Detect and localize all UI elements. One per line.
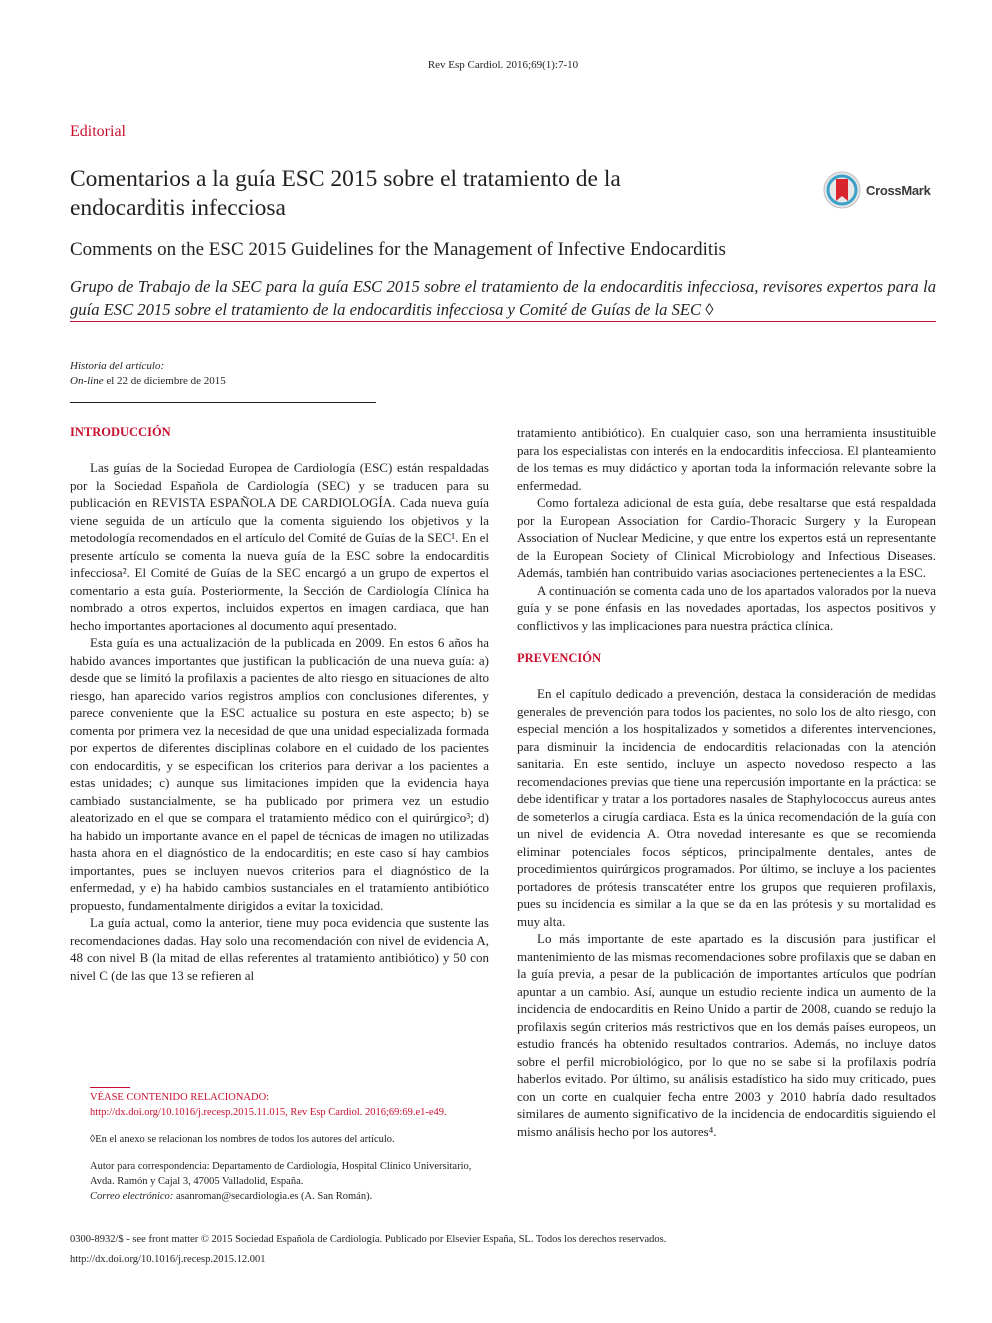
email-address[interactable]: asanroman@secardiologia.es (A. San Román). <box>175 1191 373 1202</box>
correspondence-note <box>70 1159 489 1204</box>
crossmark-badge[interactable] <box>822 168 942 212</box>
related-content-label: VÉASE CONTENIDO RELACIONADO: <box>90 1092 270 1103</box>
section-heading-prevencion: PREVENCIÓN <box>517 651 602 665</box>
paragraph: Las guías de la Sociedad Europea de Cardiología (ESC) están respaldadas por la Sociedad Española de Cardiología (SEC) y se traducen para su publicación en REVISTA ESPAÑOLA DE CARDIOLOGÍA. Cada nueva guía viene seguida de un artículo que la comenta siguiendo los objetivos y la metodología recomendados en el artículo del Comité de Guías de la SEC¹. En el presente artículo se comenta la nueva guía de la ESC sobre la endocarditis infecciosa². El Comité de Guías de la SEC encargó a un grupo de expertos el comentario a esta guía. Posteriormente, la Sección de Cardiología Clínica ha nombrado a otros expertos, incluidos expertos en imagen cardiaca, que han hecho importantes aportaciones al documento aquí presentado. <box>70 460 489 633</box>
footnote-divider <box>90 1087 130 1088</box>
annex-note: ◊En el anexo se relacionan los nombres de todos los autores del artículo. <box>90 1134 395 1145</box>
footnotes <box>70 1087 489 1204</box>
article-history <box>70 359 226 389</box>
article-title: Comentarios a la guía ESC 2015 sobre el tratamiento de la endocarditis infecciosa <box>70 166 621 221</box>
author-list: Grupo de Trabajo de la SEC para la guía ESC 2015 sobre el tratamiento de la endocarditis infecciosa, revisores expertos para la guía ESC 2015 sobre el tratamiento de la endocarditis infecciosa y Comité de Guías de la SEC ◊ <box>70 277 936 319</box>
title-divider <box>70 321 936 322</box>
article-subtitle: Comments on the ESC 2015 Guidelines for the Management of Infective Endocarditis <box>70 239 726 260</box>
online-label: On-line <box>70 375 104 387</box>
journal-reference: Rev Esp Cardiol. 2016;69(1):7-10 <box>427 59 579 71</box>
section-label: Editorial <box>70 123 126 140</box>
paragraph: tratamiento antibiótico). En cualquier caso, son una herramienta insustituible para los especialistas con interés en la endocarditis infecciosa. El planteamiento de los temas es muy didáctico y aportan toda la información relevante sobre la enfermedad. <box>517 425 936 493</box>
paragraph: La guía actual, como la anterior, tiene muy poca evidencia que sustente las recomendaciones dadas. Hay solo una recomendación con nivel de evidencia A, 48 con nivel B (la mitad de ellas referentes al tratamiento antibiótico) y 50 con nivel C (de las que 13 se refieren al <box>70 915 489 983</box>
related-content-link[interactable]: http://dx.doi.org/10.1016/j.recesp.2015.11.015, Rev Esp Cardiol. 2016;69:69.e1-e49. <box>90 1107 447 1118</box>
correspondence-text: Autor para correspondencia: Departamento de Cardiología, Hospital Clínico Universitario, Avda. Ramón y Cajal 3, 47005 Valladolid, España. <box>90 1161 472 1187</box>
online-date: el 22 de diciembre de 2015 <box>106 375 226 387</box>
email-label: Correo electrónico: <box>90 1191 174 1202</box>
paragraph: Como fortaleza adicional de esta guía, debe resaltarse que está respaldada por la European Association for Cardio-Thoracic Surgery y la European Association of Nuclear Medicine, y que entre los expertos está un representante de la European Society of Clinical Microbiology and Infectious Diseases. Además, también han contribuido varias asociaciones pertenecientes a la ESC. <box>517 495 936 580</box>
copyright-line: 0300-8932/$ - see front matter © 2015 Sociedad Española de Cardiología. Publicado por Elsevier España, SL. Todos los derechos reservados. <box>70 1234 667 1245</box>
page-footer <box>70 1230 936 1270</box>
history-divider <box>70 402 376 403</box>
paragraph: En el capítulo dedicado a prevención, destaca la consideración de medidas generales de prevención para todos los pacientes, no solo los de alto riesgo, con especial mención a los hospitalizados y sometidos a diferentes intervenciones, para disminuir la incidencia de endocarditis relacionadas con la atención sanitaria. En este sentido, incluye un aspecto novedoso respecto a las recomendaciones previas que tiene una repercusión importante en la práctica: se debe identificar y tratar a los portadores nasales de Staphylococcus aureus antes de someterlos a cirugía cardiaca. Esta es la única recomendación de la guía con un nivel de evidencia A. Otra novedad interesante es que se recomienda eliminar potenciales focos sépticos, principalmente dentales, antes de procedimientos quirúrgicos programados. Por último, se incluye a los pacientes portadores de prótesis transcatéter entre los grupos que requieren profilaxis, pues su incidencia es similar a la que se da en las prótesis y su mortalidad es muy alta. <box>517 686 936 929</box>
paragraph: Lo más importante de este apartado es la discusión para justificar el mantenimiento de las mismas recomendaciones sobre profilaxis que se daban en la guía previa, a pesar de la publicación de importantes artículos que podrían apuntar a un cambio. Así, aunque un estudio reciente indica un aumento de la incidencia de endocarditis en Reino Unido a partir de 2008, cuando se redujo la profilaxis según criterios más restrictivos que en los demás países europeos, un estudio francés ha obtenido resultados contrarios. Además, no incluye datos sobre el perfil microbiológico, por lo que no se sabe si la profilaxis podría haberlos evitado. Por último, su análisis estadístico ha sido muy criticado, pues con un corte en cualquier fecha entre 2003 y 2010 habría dado resultados similares de aumento significativo de la incidencia de endocarditis siguiendo el mismo análisis hecho por los autores⁴. <box>517 931 936 1139</box>
paragraph: Esta guía es una actualización de la publicada en 2009. En estos 6 años ha habido avances importantes que justifican la publicación de una nueva guía: a) desde que se limitó la profilaxis a pacientes de alto riesgo en situaciones de alto riesgo, han aparecido varios registros amplios con conclusiones diferentes, y parece conveniente que la ESC actualice su postura en este aspecto; b) se comenta por primera vez la necesidad de que una unidad especializada formada por expertos de diferentes disciplinas colabore en el cuidado de los pacientes con endocarditis, y se especifican los criterios para derivar a los pacientes a estas unidades; c) aunque sus limitaciones impiden que la evidencia haya cambiado sustancialmente, se ha publicado por primera vez un estudio aleatorizado en el que se compara el tratamiento médico con el quirúrgico³; d) ha habido un importante avance en el papel de técnicas de imagen no utilizadas hasta ahora en el diagnóstico de la endocarditis; en este caso sí hay cambios importantes, pues se incluyen nuevos criterios para el diagnóstico de la enfermedad, y e) ha habido cambios sustanciales en el tratamiento antibiótico propuesto, fundamentalmente dirigidos a evitar la toxicidad. <box>70 635 489 913</box>
left-column <box>70 424 489 984</box>
doi-link[interactable]: http://dx.doi.org/10.1016/j.recesp.2015.12.001 <box>70 1254 266 1265</box>
section-heading-introduccion: INTRODUCCIÓN <box>70 425 171 439</box>
paragraph: A continuación se comenta cada uno de los apartados valorados por la nueva guía y se pone énfasis en las novedades aportadas, los aspectos positivos y conflictivos y las implicaciones para nuestra práctica clínica. <box>517 582 936 633</box>
crossmark-label: CrossMark <box>866 182 931 198</box>
history-label: Historia del artículo: <box>70 360 165 372</box>
right-column <box>517 424 936 1140</box>
crossmark-icon <box>822 170 862 210</box>
